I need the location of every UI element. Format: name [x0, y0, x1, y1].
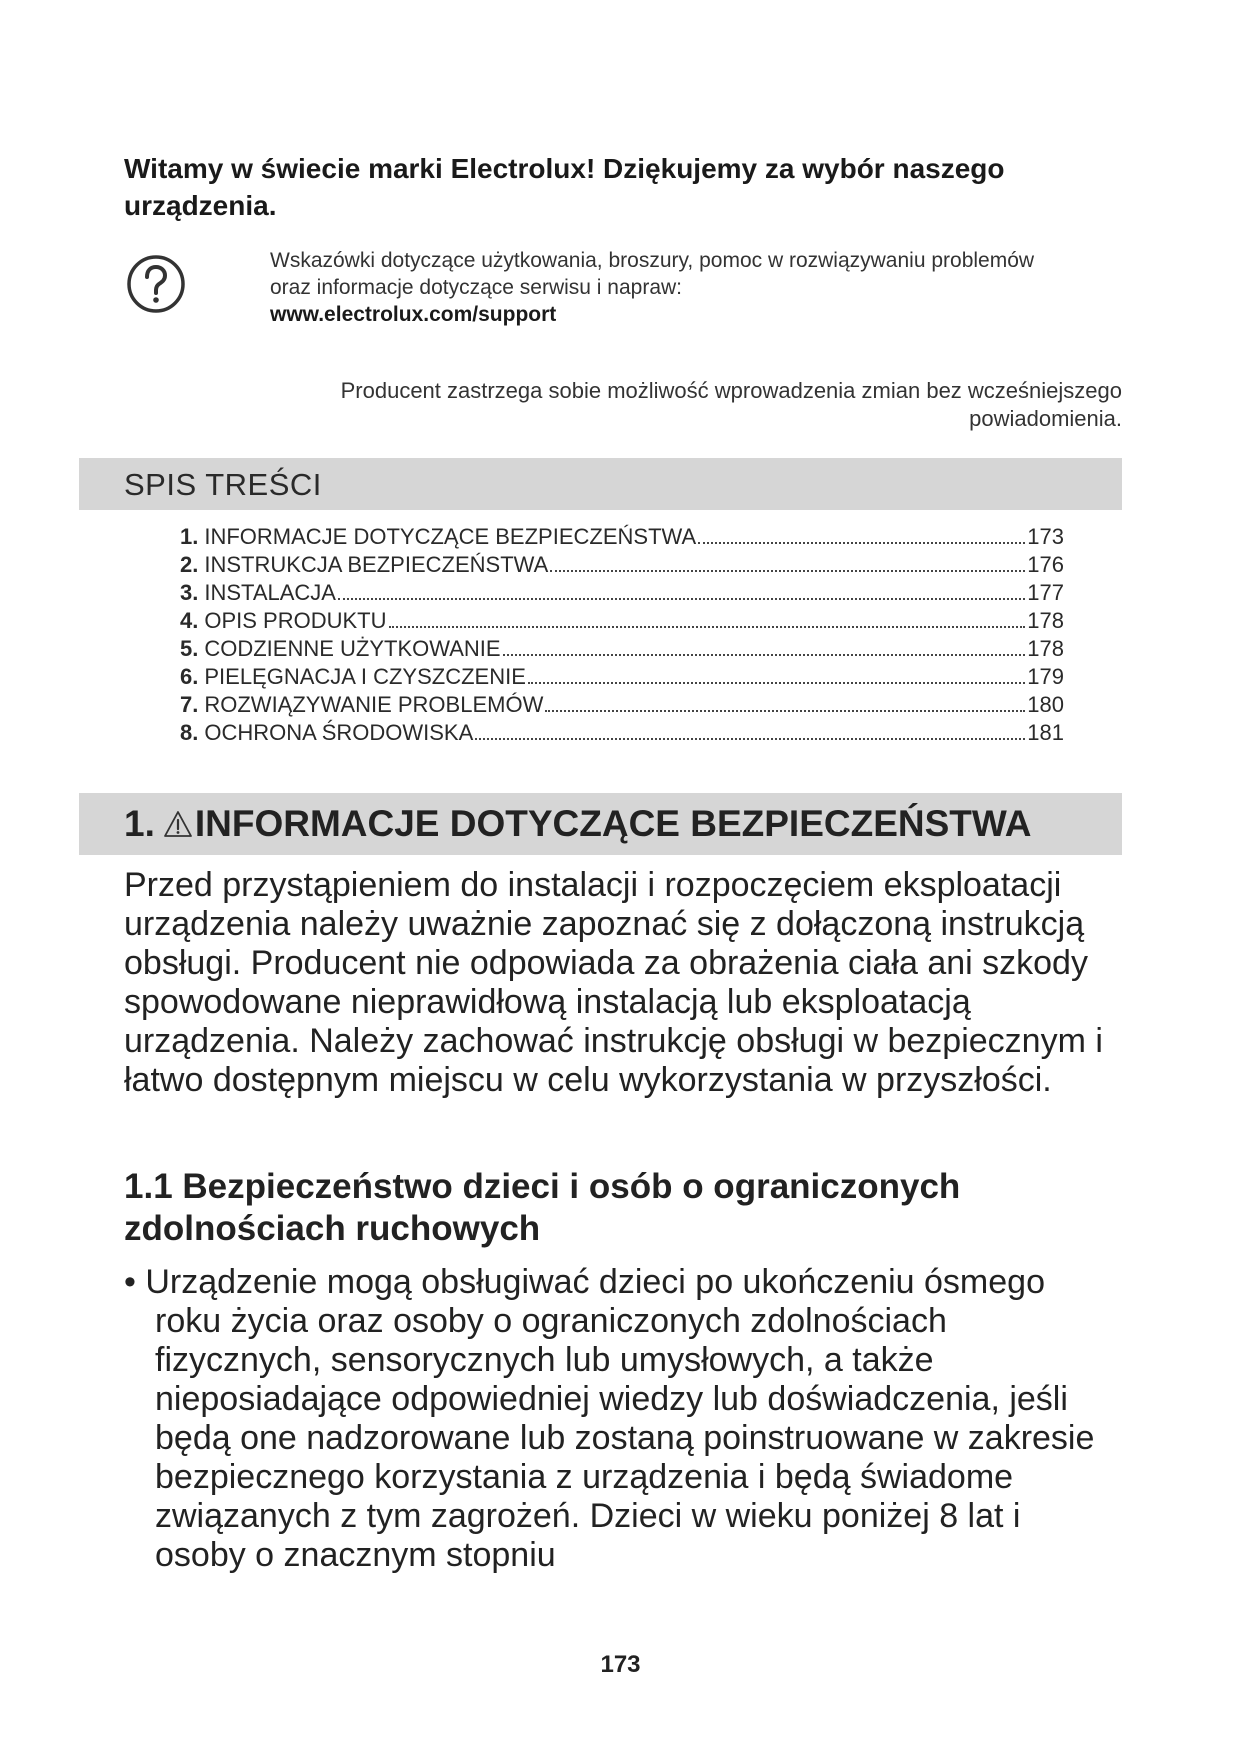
toc-title: SPIS TREŚCI	[124, 467, 322, 502]
toc-item-number: 7.	[180, 692, 199, 717]
support-line-1: Wskazówki dotyczące użytkowania, broszury, pomoc w rozwiązywaniu problemów	[270, 249, 1035, 272]
support-line-2: oraz informacje dotyczące serwisu i napraw:	[270, 276, 683, 299]
toc-item-number: 1.	[180, 524, 199, 549]
toc-item-page: 181	[1027, 720, 1064, 745]
toc-item-label: INSTRUKCJA BEZPIECZEŃSTWA	[204, 552, 549, 577]
toc-item-product-description[interactable]	[180, 607, 1064, 635]
toc-header-band	[79, 458, 1122, 510]
toc-item-number: 6.	[180, 664, 199, 689]
toc-item-daily-use[interactable]	[180, 635, 1064, 663]
section-number: 1.	[124, 803, 155, 844]
toc-item-troubleshooting[interactable]	[180, 691, 1064, 719]
toc-item-label: OPIS PRODUKTU	[204, 608, 387, 633]
toc-item-label: CODZIENNE UŻYTKOWANIE	[204, 636, 501, 661]
toc-item-number: 4.	[180, 608, 199, 633]
toc-item-number: 5.	[180, 636, 199, 661]
disclaimer-note	[250, 377, 1122, 433]
toc-item-environment[interactable]	[180, 719, 1064, 747]
toc-item-page: 179	[1027, 664, 1064, 689]
section-header-band	[79, 793, 1122, 855]
section-heading	[124, 803, 1032, 845]
toc-item-installation[interactable]	[180, 579, 1064, 607]
toc-item-number: 3.	[180, 580, 199, 605]
toc-item-page: 177	[1027, 580, 1064, 605]
toc-item-label: INFORMACJE DOTYCZĄCE BEZPIECZEŃSTWA	[204, 524, 697, 549]
toc-leader-dots	[475, 738, 1025, 740]
warning-triangle-icon	[163, 809, 193, 839]
toc-leader-dots	[550, 570, 1025, 572]
toc-leader-dots	[389, 626, 1026, 628]
toc-leader-dots	[503, 654, 1026, 656]
toc-item-page: 178	[1027, 608, 1064, 633]
disclaimer-line-1: Producent zastrzega sobie możliwość wprowadzenia zmian bez wcześniejszego	[340, 378, 1122, 403]
toc-item-page: 178	[1027, 636, 1064, 661]
support-info	[270, 247, 1120, 328]
toc-item-care-cleaning[interactable]	[180, 663, 1064, 691]
toc-item-number: 2.	[180, 552, 199, 577]
disclaimer-line-2: powiadomienia.	[969, 406, 1122, 431]
toc-item-number: 8.	[180, 720, 199, 745]
toc-leader-dots	[698, 542, 1025, 544]
toc-item-label: PIELĘGNACJA I CZYSZCZENIE	[204, 664, 526, 689]
subsection-heading: 1.1 Bezpieczeństwo dzieci i osób o ograniczonych zdolnościach ruchowych	[124, 1167, 961, 1248]
table-of-contents	[180, 523, 1064, 747]
welcome-heading: Witamy w świecie marki Electrolux! Dziękujemy za wybór naszego urządzenia.	[124, 153, 1005, 221]
toc-leader-dots	[545, 710, 1025, 712]
toc-item-label: INSTALACJA	[204, 580, 336, 605]
toc-item-page: 173	[1027, 524, 1064, 549]
toc-item-safety-info[interactable]	[180, 523, 1064, 551]
toc-item-page: 176	[1027, 552, 1064, 577]
support-url-link[interactable]: www.electrolux.com/support	[270, 303, 557, 326]
toc-item-page: 180	[1027, 692, 1064, 717]
question-circle-icon	[124, 252, 188, 316]
bullet-paragraph: • Urządzenie mogą obsługiwać dzieci po ukończeniu ósmego roku życia oraz osoby o ograniczonych zdolnościach fizycznych, sensorycznych lub umysłowych, a także nieposiadające odpowiedniej wiedzy lub doświadczenia, jeśli będą one nadzorowane lub zostaną poinstruowane w zakresie bezpiecznego korzystania z urządzenia i będą świadome związanych z tym zagrożeń. Dzieci w wieku poniżej 8 lat i osoby o znacznym stopniu	[124, 1263, 1095, 1574]
toc-leader-dots	[528, 682, 1025, 684]
toc-item-safety-instructions[interactable]	[180, 551, 1064, 579]
page-number: 173	[600, 1651, 641, 1678]
toc-item-label: OCHRONA ŚRODOWISKA	[204, 720, 474, 745]
toc-item-label: ROZWIĄZYWANIE PROBLEMÓW	[204, 692, 544, 717]
toc-leader-dots	[338, 598, 1025, 600]
section-title: INFORMACJE DOTYCZĄCE BEZPIECZEŃSTWA	[194, 803, 1032, 844]
intro-paragraph: Przed przystąpieniem do instalacji i rozpoczęciem eksploatacji urządzenia należy uważnie zapoznać się z dołączoną instrukcją obsługi. Producent nie odpowiada za obrażenia ciała ani szkody spowodowane nieprawidłową instalacją lub eksploatacją urządzenia. Należy zachować instrukcję obsługi w bezpiecznym i łatwo dostępnym miejscu w celu wykorzystania w przyszłości.	[124, 866, 1103, 1099]
